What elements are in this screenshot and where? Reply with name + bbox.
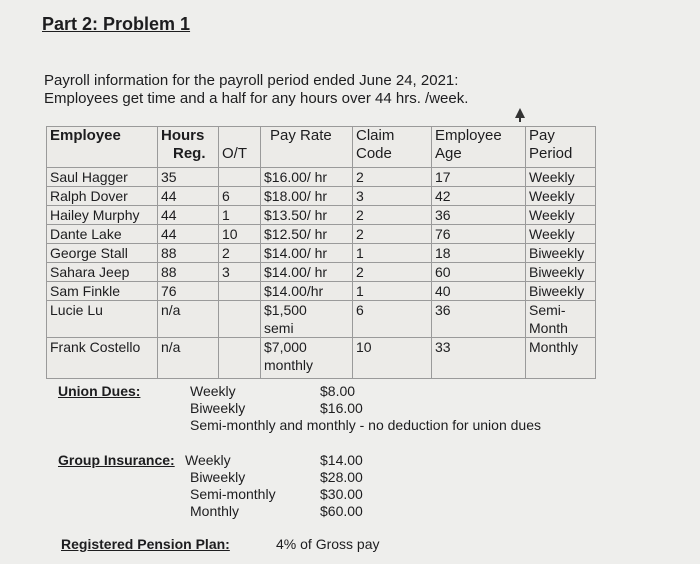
header-ot	[219, 127, 261, 168]
header-pay-rate	[261, 127, 353, 168]
cell-rate	[261, 301, 353, 338]
pension-label: Registered Pension Plan:	[61, 536, 230, 552]
intro-line-2: Employees get time and a half for any hours over 44 hrs. /week.	[44, 90, 469, 107]
intro-line-1: Payroll information for the payroll period ended June 24, 2021:	[44, 72, 459, 89]
cell-age: 36	[432, 301, 526, 338]
cell-age: 60	[432, 263, 526, 282]
table-row	[47, 206, 596, 225]
union-dues-label: Union Dues:	[58, 383, 141, 399]
table-row	[47, 263, 596, 282]
header-pay-period	[526, 127, 596, 168]
insurance-item-value: $30.00	[320, 486, 363, 502]
cell-reg: n/a	[158, 338, 219, 379]
cell-ot: 3	[219, 263, 261, 282]
table-row	[47, 168, 596, 187]
header-pay: Pay	[529, 127, 555, 144]
page-title: Part 2: Problem 1	[42, 14, 191, 34]
cell-age: 17	[432, 168, 526, 187]
cell-reg: 76	[158, 282, 219, 301]
header-claim: Claim	[356, 127, 395, 144]
cell-claim: 2	[353, 206, 432, 225]
cell-ot	[219, 168, 261, 187]
cell-rate: $18.00/ hr	[261, 187, 353, 206]
mouse-cursor-icon	[515, 108, 525, 118]
group-insurance-label: Group Insurance:	[58, 452, 175, 468]
cell-ot	[219, 301, 261, 338]
cell-period: Biweekly	[526, 263, 596, 282]
cell-claim: 1	[353, 282, 432, 301]
table-row	[47, 187, 596, 206]
insurance-item-value: $28.00	[320, 469, 363, 485]
cell-age: 40	[432, 282, 526, 301]
cell-employee: Hailey Murphy	[47, 206, 158, 225]
insurance-item-label: Biweekly	[190, 469, 246, 485]
cell-rate	[261, 338, 353, 379]
union-note: Semi-monthly and monthly - no deduction for union dues	[190, 417, 541, 433]
cell-age: 33	[432, 338, 526, 379]
cell-claim: 2	[353, 225, 432, 244]
cell-reg: 88	[158, 244, 219, 263]
cell-age: 18	[432, 244, 526, 263]
cell-ot	[219, 338, 261, 379]
cell-claim: 2	[353, 168, 432, 187]
cell-period: Biweekly	[526, 244, 596, 263]
union-biweekly-value: $16.00	[320, 400, 363, 416]
cell-ot: 10	[219, 225, 261, 244]
cell-claim: 1	[353, 244, 432, 263]
header-period: Period	[529, 145, 573, 162]
cell-period	[526, 301, 596, 338]
cell-claim: 2	[353, 263, 432, 282]
cell-period: Weekly	[526, 206, 596, 225]
cell-age: 36	[432, 206, 526, 225]
cell-reg: 44	[158, 225, 219, 244]
insurance-item-label: Monthly	[190, 503, 240, 519]
cell-reg: 88	[158, 263, 219, 282]
header-hours: Hours	[161, 127, 205, 144]
pension-value: 4% of Gross pay	[276, 536, 380, 552]
insurance-item-value: $60.00	[320, 503, 363, 519]
cell-rate-line1: $1,500	[264, 302, 307, 318]
header-reg: Reg.	[173, 145, 206, 162]
header-code: Code	[356, 145, 392, 162]
cell-employee: Ralph Dover	[47, 187, 158, 206]
cell-rate: $13.50/ hr	[261, 206, 353, 225]
table-row	[47, 338, 596, 379]
cell-period: Weekly	[526, 225, 596, 244]
cell-claim: 10	[353, 338, 432, 379]
header-employee: Employee	[47, 127, 158, 168]
cell-reg: 44	[158, 187, 219, 206]
cell-age: 76	[432, 225, 526, 244]
payroll-table	[46, 126, 596, 379]
cell-employee: Frank Costello	[47, 338, 158, 379]
cell-rate-line2: monthly	[264, 357, 314, 373]
union-weekly-value: $8.00	[320, 383, 356, 399]
cell-ot: 1	[219, 206, 261, 225]
union-biweekly-label: Biweekly	[190, 400, 246, 416]
header-hours-reg	[158, 127, 219, 168]
header-age: Age	[435, 145, 462, 162]
cell-reg: n/a	[158, 301, 219, 338]
cell-period: Monthly	[526, 338, 596, 379]
intro-text	[44, 72, 468, 108]
cell-period: Weekly	[526, 168, 596, 187]
cell-ot: 6	[219, 187, 261, 206]
table-header-row	[47, 127, 596, 168]
table-row	[47, 225, 596, 244]
cell-rate: $14.00/ hr	[261, 244, 353, 263]
cell-period: Weekly	[526, 187, 596, 206]
cell-period: Biweekly	[526, 282, 596, 301]
header-employee-2: Employee	[435, 127, 502, 144]
cell-employee: George Stall	[47, 244, 158, 263]
cell-employee: Sahara Jeep	[47, 263, 158, 282]
union-weekly-label: Weekly	[190, 383, 236, 399]
cell-employee: Lucie Lu	[47, 301, 158, 338]
table-row	[47, 301, 596, 338]
table-row	[47, 244, 596, 263]
header-employee-age	[432, 127, 526, 168]
cell-reg: 35	[158, 168, 219, 187]
cell-claim: 6	[353, 301, 432, 338]
cell-employee: Dante Lake	[47, 225, 158, 244]
cell-rate-line1: $7,000	[264, 339, 307, 355]
cell-claim: 3	[353, 187, 432, 206]
cell-ot	[219, 282, 261, 301]
cell-rate: $14.00/hr	[261, 282, 353, 301]
header-claim-code	[353, 127, 432, 168]
insurance-item-value: $14.00	[320, 452, 363, 468]
insurance-item-label: Weekly	[185, 452, 231, 468]
cell-period-line2: Month	[529, 320, 568, 336]
cell-age: 42	[432, 187, 526, 206]
cell-period-line1: Semi-	[529, 302, 566, 318]
cell-ot: 2	[219, 244, 261, 263]
table-row	[47, 282, 596, 301]
insurance-item-label: Semi-monthly	[190, 486, 276, 502]
header-ot-label: O/T	[222, 145, 247, 162]
cell-rate: $16.00/ hr	[261, 168, 353, 187]
cell-reg: 44	[158, 206, 219, 225]
cell-rate: $14.00/ hr	[261, 263, 353, 282]
cell-rate-line2: semi	[264, 320, 294, 336]
header-pay-rate-label: Pay Rate	[270, 127, 332, 144]
cell-employee: Saul Hagger	[47, 168, 158, 187]
cell-employee: Sam Finkle	[47, 282, 158, 301]
cell-rate: $12.50/ hr	[261, 225, 353, 244]
